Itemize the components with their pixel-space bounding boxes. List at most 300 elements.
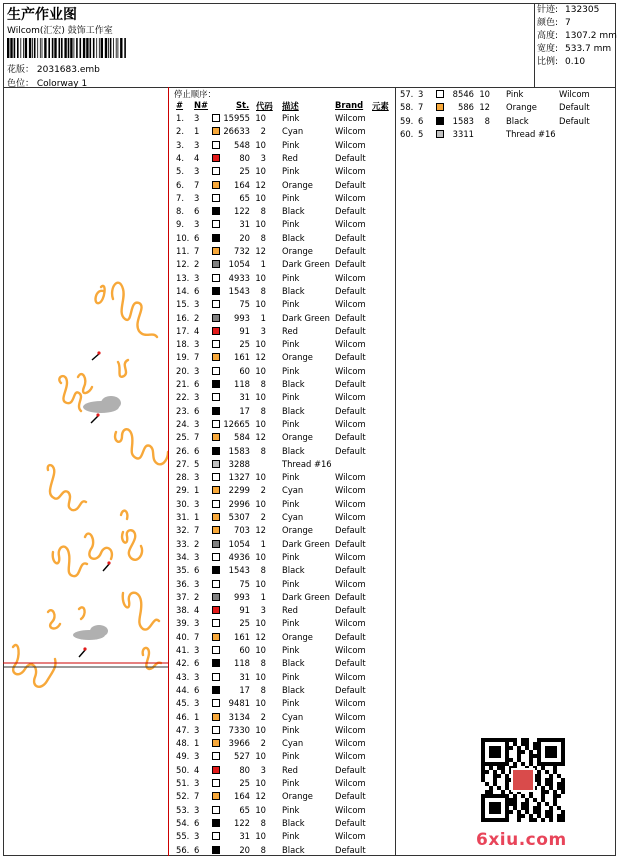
color-swatch bbox=[212, 659, 220, 667]
row-index: 5. bbox=[176, 166, 184, 177]
info-label: 高度: bbox=[537, 31, 559, 41]
row-description: Pink bbox=[282, 113, 300, 123]
info-label: 比例: bbox=[537, 57, 559, 67]
row-needle: 7 bbox=[194, 352, 200, 363]
row-stitches: 161 bbox=[234, 352, 250, 363]
barcode-bar bbox=[83, 38, 85, 58]
row-stitches: 1054 bbox=[228, 259, 250, 270]
row-code: 10 bbox=[255, 671, 266, 682]
qr-module bbox=[509, 746, 513, 750]
row-code: 8 bbox=[260, 445, 266, 456]
row-brand: Default bbox=[335, 432, 366, 443]
qr-module bbox=[517, 810, 521, 814]
row-index: 58. bbox=[400, 102, 414, 113]
qr-module bbox=[497, 786, 501, 790]
qr-module bbox=[489, 766, 493, 770]
row-description: Pink bbox=[282, 365, 300, 376]
row-brand: Wilcom bbox=[335, 365, 366, 376]
row-stitches: 60 bbox=[239, 365, 250, 376]
row-description: Pink bbox=[282, 618, 300, 629]
barcode-bar bbox=[90, 38, 92, 58]
table-row bbox=[174, 685, 392, 698]
row-index: 17. bbox=[176, 325, 190, 336]
row-description: Black bbox=[282, 565, 305, 576]
qr-module bbox=[513, 798, 517, 802]
row-needle: 4 bbox=[194, 152, 200, 163]
row-stitches: 4936 bbox=[228, 551, 250, 562]
color-swatch bbox=[212, 247, 220, 255]
info-value: 1307.2 mm bbox=[565, 31, 617, 41]
table-row bbox=[174, 392, 392, 405]
column-divider bbox=[395, 87, 396, 856]
row-description: Pink bbox=[282, 219, 300, 230]
color-swatch bbox=[212, 580, 220, 588]
row-stitches: 2299 bbox=[228, 485, 250, 496]
color-swatch bbox=[212, 846, 220, 854]
qr-module bbox=[561, 818, 565, 822]
row-index: 52. bbox=[176, 791, 190, 802]
qr-module bbox=[525, 802, 529, 806]
row-brand: Wilcom bbox=[335, 804, 366, 815]
row-stitches: 80 bbox=[239, 152, 250, 163]
row-description: Pink bbox=[282, 139, 300, 150]
qr-module bbox=[513, 762, 517, 766]
table-row bbox=[174, 406, 392, 419]
qr-module bbox=[561, 782, 565, 786]
row-description: Cyan bbox=[282, 485, 304, 496]
row-stitches: 1583 bbox=[228, 445, 250, 456]
row-needle: 3 bbox=[194, 831, 200, 842]
row-stitches: 31 bbox=[239, 831, 250, 842]
row-stitches: 17 bbox=[239, 405, 250, 416]
row-code: 3 bbox=[260, 152, 266, 163]
row-code: 10 bbox=[255, 645, 266, 655]
row-stitches: 3288 bbox=[228, 458, 250, 469]
color-swatch bbox=[436, 90, 444, 98]
table-row bbox=[174, 845, 392, 858]
table-row bbox=[174, 233, 392, 246]
qr-module bbox=[517, 814, 521, 818]
table-row bbox=[174, 472, 392, 485]
row-code: 3 bbox=[260, 325, 266, 336]
row-needle: 3 bbox=[194, 724, 200, 735]
row-needle: 3 bbox=[194, 365, 200, 376]
qr-module bbox=[545, 770, 549, 774]
row-code: 10 bbox=[255, 272, 266, 283]
row-index: 21. bbox=[176, 379, 190, 389]
row-needle: 7 bbox=[194, 432, 200, 443]
qr-module bbox=[537, 802, 541, 806]
table-row bbox=[174, 512, 392, 525]
row-description: Red bbox=[282, 764, 298, 775]
row-index: 57. bbox=[400, 89, 414, 99]
qr-module bbox=[485, 782, 489, 786]
qr-module bbox=[505, 782, 509, 786]
qr-module bbox=[529, 814, 533, 818]
color-swatch bbox=[212, 407, 220, 415]
row-code: 12 bbox=[255, 525, 266, 536]
row-index: 36. bbox=[176, 578, 190, 589]
color-swatch bbox=[212, 300, 220, 308]
row-needle: 7 bbox=[194, 791, 200, 802]
table-row bbox=[398, 116, 598, 129]
qr-module bbox=[537, 806, 541, 810]
row-code: 10 bbox=[255, 365, 266, 376]
barcode-bar bbox=[20, 38, 21, 58]
row-code: 8 bbox=[260, 565, 266, 576]
barcode-bar bbox=[17, 38, 19, 58]
row-needle: 6 bbox=[194, 232, 200, 243]
row-needle: 7 bbox=[194, 525, 200, 536]
table-row bbox=[174, 672, 392, 685]
row-stitches: 26633 bbox=[223, 126, 250, 137]
row-code: 10 bbox=[255, 498, 266, 509]
row-description: Orange bbox=[282, 352, 313, 363]
row-needle: 3 bbox=[194, 645, 200, 655]
barcode-bar bbox=[120, 38, 122, 58]
row-needle: 3 bbox=[194, 219, 200, 230]
row-description: Pink bbox=[282, 272, 300, 283]
row-needle: 6 bbox=[418, 115, 424, 126]
row-needle: 3 bbox=[194, 698, 200, 709]
row-index: 35. bbox=[176, 565, 190, 576]
row-description: Black bbox=[282, 658, 305, 669]
qr-module bbox=[545, 810, 549, 814]
row-code: 1 bbox=[260, 538, 266, 549]
barcode-bar bbox=[54, 38, 56, 58]
qr-module bbox=[501, 770, 505, 774]
table-row bbox=[398, 129, 598, 142]
table-row bbox=[174, 273, 392, 286]
info-row bbox=[537, 56, 617, 69]
table-row bbox=[174, 831, 392, 844]
color-swatch bbox=[212, 420, 220, 428]
color-swatch bbox=[212, 327, 220, 335]
col-code: 代码 bbox=[256, 101, 273, 111]
row-needle: 4 bbox=[194, 764, 200, 775]
color-swatch bbox=[212, 433, 220, 441]
row-code: 1 bbox=[260, 312, 266, 323]
barcode-bar bbox=[108, 38, 109, 58]
qr-module bbox=[553, 802, 557, 806]
row-description: Pink bbox=[282, 724, 300, 735]
row-index: 13. bbox=[176, 272, 190, 283]
row-stitches: 15955 bbox=[223, 113, 250, 123]
table-row bbox=[174, 446, 392, 459]
info-value: 132305 bbox=[565, 5, 600, 15]
qr-module bbox=[537, 810, 541, 814]
qr-module bbox=[557, 782, 561, 786]
row-needle: 3 bbox=[194, 166, 200, 177]
stop-sequence-title: 停止顺序： bbox=[174, 89, 216, 99]
row-index: 33. bbox=[176, 538, 190, 549]
barcode-bar bbox=[14, 38, 16, 58]
row-description: Pink bbox=[282, 551, 300, 562]
qr-module bbox=[557, 786, 561, 790]
row-index: 26. bbox=[176, 445, 190, 456]
qr-module bbox=[541, 794, 545, 798]
table-row bbox=[174, 565, 392, 578]
qr-module bbox=[493, 774, 497, 778]
row-brand: Default bbox=[335, 285, 366, 296]
row-description: Dark Green bbox=[282, 312, 330, 323]
row-code: 12 bbox=[255, 791, 266, 802]
qr-module bbox=[521, 806, 525, 810]
row-index: 18. bbox=[176, 339, 190, 350]
barcode-bar bbox=[99, 38, 100, 58]
table-row bbox=[398, 102, 598, 115]
barcode-bar bbox=[37, 38, 38, 58]
qr-module bbox=[545, 802, 549, 806]
design-file-value: 2031683.emb bbox=[36, 65, 100, 75]
barcode-bar bbox=[86, 38, 88, 58]
qr-module bbox=[521, 814, 525, 818]
qr-module bbox=[537, 774, 541, 778]
table-row bbox=[174, 419, 392, 432]
qr-module bbox=[493, 770, 497, 774]
row-stitches: 3134 bbox=[228, 711, 250, 722]
row-code: 3 bbox=[260, 605, 266, 616]
col-description: 描述 bbox=[282, 101, 299, 111]
barcode-bar bbox=[76, 38, 78, 58]
row-description: Black bbox=[282, 844, 305, 855]
row-index: 16. bbox=[176, 312, 190, 323]
red-dot bbox=[96, 413, 99, 416]
qr-module bbox=[561, 778, 565, 782]
qr-module bbox=[553, 798, 557, 802]
qr-module bbox=[509, 802, 513, 806]
color-swatch bbox=[212, 127, 220, 135]
row-stitches: 20 bbox=[239, 844, 250, 855]
color-swatch bbox=[212, 274, 220, 282]
row-index: 12. bbox=[176, 259, 190, 270]
row-stitches: 31 bbox=[239, 671, 250, 682]
row-stitches: 91 bbox=[239, 605, 250, 616]
qr-module bbox=[529, 754, 533, 758]
qr-module bbox=[529, 758, 533, 762]
row-brand: Wilcom bbox=[335, 485, 366, 496]
row-brand: Wilcom bbox=[335, 778, 366, 788]
qr-module bbox=[541, 818, 545, 822]
row-brand: Wilcom bbox=[335, 738, 366, 749]
color-swatch bbox=[212, 606, 220, 614]
barcode-bar bbox=[34, 38, 36, 58]
row-stitches: 993 bbox=[234, 591, 250, 602]
table-row bbox=[174, 658, 392, 671]
qr-module bbox=[505, 778, 509, 782]
barcode-bar bbox=[48, 38, 50, 58]
row-needle: 2 bbox=[194, 312, 200, 323]
row-description: Pink bbox=[282, 578, 300, 589]
qr-module bbox=[485, 790, 489, 794]
table-row bbox=[174, 645, 392, 658]
row-code: 12 bbox=[479, 102, 490, 113]
row-index: 53. bbox=[176, 804, 190, 815]
table-row bbox=[174, 765, 392, 778]
qr-module bbox=[521, 762, 525, 766]
embroidery-motif bbox=[112, 283, 157, 337]
table-row bbox=[174, 366, 392, 379]
qr-module bbox=[545, 814, 549, 818]
row-description: Cyan bbox=[282, 711, 304, 722]
row-description: Pink bbox=[282, 392, 300, 403]
row-stitches: 25 bbox=[239, 166, 250, 177]
qr-module bbox=[513, 806, 517, 810]
row-code: 8 bbox=[260, 232, 266, 243]
row-needle: 6 bbox=[194, 206, 200, 217]
qr-module bbox=[557, 818, 561, 822]
qr-module bbox=[529, 762, 533, 766]
row-description: Pink bbox=[282, 751, 300, 762]
qr-module bbox=[481, 770, 485, 774]
qr-module bbox=[561, 790, 565, 794]
row-code: 10 bbox=[255, 299, 266, 310]
row-index: 11. bbox=[176, 246, 190, 256]
row-code: 12 bbox=[255, 352, 266, 363]
qr-module bbox=[529, 818, 533, 822]
qr-module bbox=[513, 738, 517, 742]
row-code: 8 bbox=[260, 817, 266, 828]
qr-module bbox=[541, 798, 545, 802]
qr-module bbox=[557, 794, 561, 798]
color-swatch bbox=[212, 832, 220, 840]
watermark-logo: 6xiu.com bbox=[476, 830, 567, 850]
row-description: Pink bbox=[282, 778, 300, 788]
row-stitches: 118 bbox=[234, 379, 250, 389]
row-stitches: 732 bbox=[234, 246, 250, 256]
col-index: # bbox=[176, 100, 184, 110]
color-swatch bbox=[212, 181, 220, 189]
qr-module bbox=[509, 758, 513, 762]
row-index: 20. bbox=[176, 365, 190, 376]
barcode-bar bbox=[124, 38, 126, 58]
row-index: 24. bbox=[176, 418, 190, 429]
row-index: 34. bbox=[176, 551, 190, 562]
row-stitches: 17 bbox=[239, 684, 250, 695]
row-brand: Default bbox=[335, 352, 366, 363]
color-swatch bbox=[212, 726, 220, 734]
row-brand: Wilcom bbox=[335, 219, 366, 230]
row-brand: Wilcom bbox=[335, 166, 366, 177]
row-index: 10. bbox=[176, 232, 190, 243]
qr-module bbox=[481, 774, 485, 778]
qr-module bbox=[489, 790, 493, 794]
row-code: 10 bbox=[255, 804, 266, 815]
color-swatch bbox=[212, 220, 220, 228]
row-brand: Default bbox=[335, 152, 366, 163]
qr-seal bbox=[513, 770, 533, 790]
barcode-bar bbox=[118, 38, 119, 58]
table-row bbox=[174, 791, 392, 804]
row-stitches: 12665 bbox=[223, 418, 250, 429]
row-code: 8 bbox=[260, 206, 266, 217]
qr-module bbox=[501, 790, 505, 794]
qr-module bbox=[545, 790, 549, 794]
barcode-bar bbox=[23, 38, 24, 58]
table-row bbox=[174, 153, 392, 166]
row-description: Cyan bbox=[282, 126, 304, 137]
row-description: Orange bbox=[282, 791, 313, 802]
row-stitches: 161 bbox=[234, 631, 250, 642]
row-needle: 3 bbox=[194, 192, 200, 203]
row-stitches: 65 bbox=[239, 192, 250, 203]
row-description: Orange bbox=[282, 246, 313, 256]
row-description: Red bbox=[282, 152, 298, 163]
table-row bbox=[174, 259, 392, 272]
row-stitches: 3311 bbox=[452, 128, 474, 139]
barcode-bar bbox=[101, 38, 103, 58]
row-description: Pink bbox=[282, 166, 300, 177]
color-swatch bbox=[212, 500, 220, 508]
qr-module bbox=[525, 810, 529, 814]
qr-module bbox=[481, 766, 485, 770]
row-description: Black bbox=[282, 445, 305, 456]
qr-module bbox=[525, 746, 529, 750]
row-code: 10 bbox=[255, 113, 266, 123]
color-swatch bbox=[212, 194, 220, 202]
info-row bbox=[537, 30, 617, 43]
qr-module bbox=[541, 786, 545, 790]
qr-module bbox=[517, 754, 521, 758]
qr-module bbox=[533, 806, 537, 810]
row-code: 10 bbox=[255, 339, 266, 350]
row-needle: 7 bbox=[194, 631, 200, 642]
barcode-bar bbox=[105, 38, 107, 58]
row-needle: 3 bbox=[194, 671, 200, 682]
table-row bbox=[174, 698, 392, 711]
row-needle: 5 bbox=[194, 458, 200, 469]
company-name: Wilcom(汇宏) 鼓饰工作室 bbox=[7, 26, 113, 36]
color-swatch bbox=[212, 699, 220, 707]
row-code: 10 bbox=[255, 751, 266, 762]
row-brand: Default bbox=[335, 817, 366, 828]
row-brand: Wilcom bbox=[335, 711, 366, 722]
info-label: 宽度: bbox=[537, 44, 559, 54]
row-stitches: 4933 bbox=[228, 272, 250, 283]
row-index: 60. bbox=[400, 128, 414, 139]
row-code: 8 bbox=[260, 844, 266, 855]
row-stitches: 1327 bbox=[228, 472, 250, 483]
row-index: 28. bbox=[176, 472, 190, 483]
qr-module bbox=[521, 794, 525, 798]
row-brand: Default bbox=[335, 246, 366, 256]
qr-module bbox=[561, 810, 565, 814]
row-description: Black bbox=[282, 285, 305, 296]
row-index: 51. bbox=[176, 778, 190, 788]
row-description: Pink bbox=[282, 418, 300, 429]
qr-module bbox=[509, 738, 513, 742]
row-stitches: 60 bbox=[239, 645, 250, 655]
row-stitches: 703 bbox=[234, 525, 250, 536]
table-row bbox=[174, 286, 392, 299]
row-index: 38. bbox=[176, 605, 190, 616]
row-index: 32. bbox=[176, 525, 190, 536]
color-swatch bbox=[212, 167, 220, 175]
color-swatch bbox=[212, 633, 220, 641]
row-code: 2 bbox=[260, 738, 266, 749]
embroidery-motif bbox=[79, 607, 85, 619]
table-row bbox=[174, 579, 392, 592]
row-code: 10 bbox=[255, 392, 266, 403]
qr-module bbox=[517, 750, 521, 754]
row-stitches: 75 bbox=[239, 578, 250, 589]
cloud-motif bbox=[90, 625, 108, 637]
row-index: 46. bbox=[176, 711, 190, 722]
row-needle: 3 bbox=[194, 392, 200, 403]
row-stitches: 1054 bbox=[228, 538, 250, 549]
row-needle: 6 bbox=[194, 817, 200, 828]
row-needle: 2 bbox=[194, 259, 200, 270]
